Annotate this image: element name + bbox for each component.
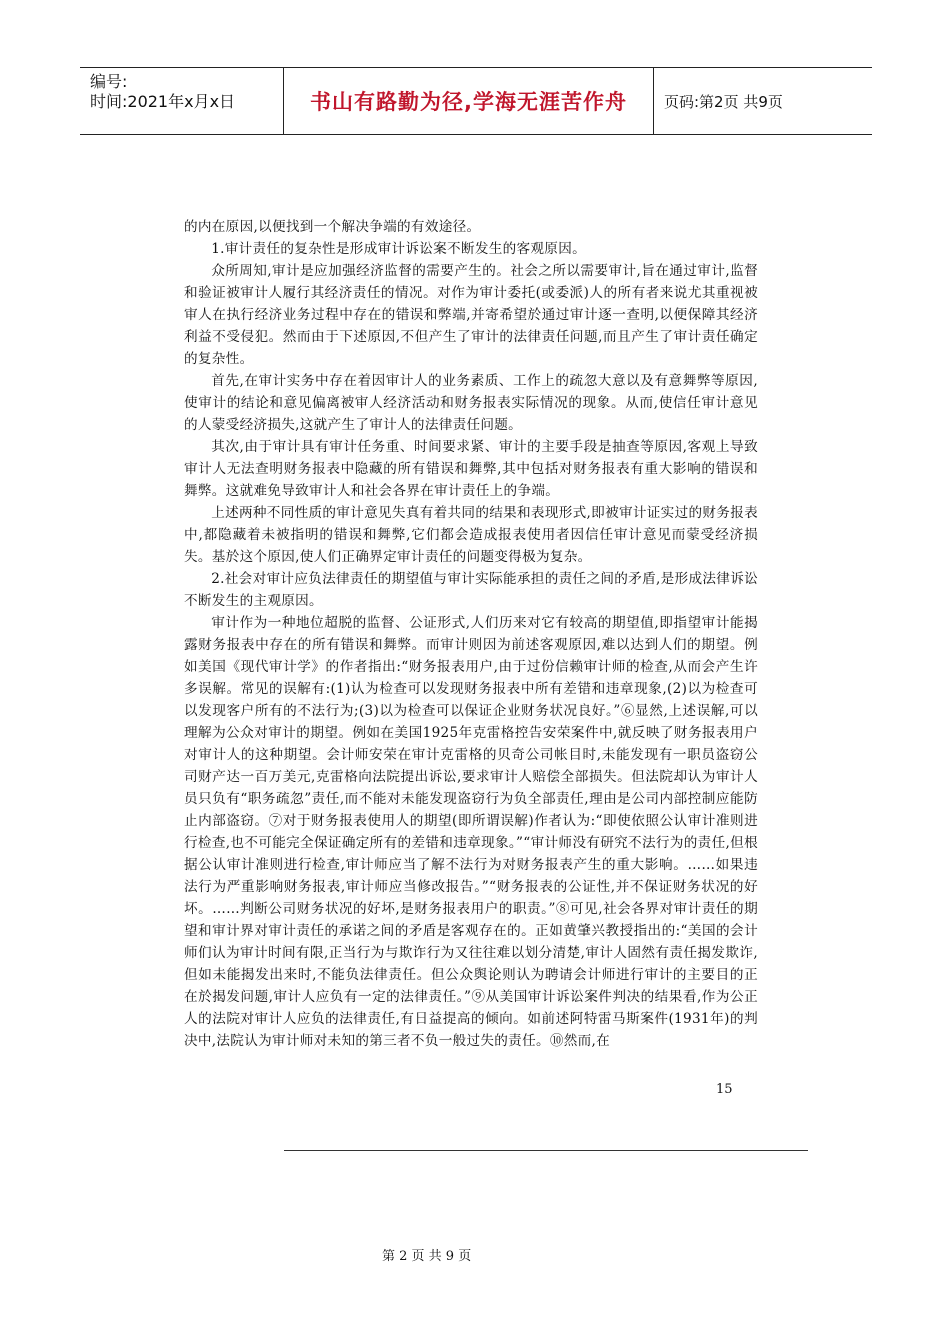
- header-motto: 书山有路勤为径,学海无涯苦作舟: [284, 68, 654, 134]
- bottom-rule: [284, 1150, 808, 1151]
- paragraph: 的内在原因,以便找到一个解决争端的有效途径。: [184, 219, 481, 235]
- paragraph: 审计作为一种地位超脱的监督、公证形式,人们历来对它有较高的期望值,即指望审计能揭露财务报表中存在的所有错误和舞弊。而审计则因为前述客观原因,难以达到人们的期望。例如美国《现代审计学》的作者指出:“财务报表用户,由于过份信赖审计师的检查,从而会产生许多误解。常见的误解有:(1)认为检查可以发现财务报表中所有差错和违章现象,(2)以为检查可以发现客户所有的不法行为;(3)以为检查可以保证企业财务状况良好。”⑥显然,上述误解,可以理解为公众对审计的期望。例如在美国1925年克雷格控告安荣案件中,就反映了财务报表用户对审计人的这种期望。会计师安荣在审计克雷格的贝奇公司帐目时,未能发现有一职员盗窃公司财产达一百万美元,克雷格向法院提出诉讼,要求审计人赔偿全部损失。但法院却认为审计人员只负有“职务疏忽”责任,而不能对未能发现盗窃行为负全部责任,理由是公司内部控制应能防止内部盗窃。⑦对于财务报表使用人的期望(即所谓误解)作者认为:“即使依照公认审计准则进行检查,也不可能完全保证确定所有的差错和违章现象。”“审计师没有研究不法行为的责任,但根据公认审计准则进行检查,审计师应当了解不法行为对财务报表产生的重大影响。……如果违法行为严重影响财务报表,审计师应当修改报告。”“财务报表的公证性,并不保证财务状况的好坏。……判断公司财务状况的好坏,是财务报表用户的职责。”⑧可见,社会各界对审计责任的期望和审计界对审计责任的承诺之间的矛盾是客观存在的。正如黄肇兴教授指出的:“美国的会计师们认为审计时间有限,正当行为与欺诈行为又往往难以划分清楚,审计人固然有责任揭发欺诈,但如未能揭发出来时,不能负法律责任。但公众舆论则认为聘请会计师进行审计的主要目的正在於揭发问题,审计人应负有一定的法律责任。”⑨从美国审计诉讼案件判决的结果看,作为公正人的法院对审计人应负的法律责任,有日益提高的倾向。如前述阿特雷马斯案件(1931年)的判决中,法院认为审计师对未知的第三者不负一般过失的责任。⑩然而,在: [184, 615, 758, 1049]
- paragraph: 1.审计责任的复杂性是形成审计诉讼案不断发生的客观原因。: [211, 241, 586, 257]
- document-time-label: 时间:2021年x月x日: [90, 92, 236, 111]
- document-number-label: 编号:: [90, 72, 128, 91]
- paragraph: 2.社会对审计应负法律责任的期望值与审计实际能承担的责任之间的矛盾,是形成法律诉讼不断发生的主观原因。: [184, 571, 758, 609]
- document-header: [80, 67, 872, 135]
- document-body: [184, 216, 758, 1052]
- header-meta: [80, 68, 284, 134]
- page-footer: 第 2 页 共 9 页: [382, 1249, 472, 1264]
- paragraph: 上述两种不同性质的审计意见失真有着共同的结果和表现形式,即被审计证实过的财务报表中,都隐藏着未被指明的错误和舞弊,它们都会造成报表使用者因信任审计意见而蒙受经济损失。基於这个原因,使人们正确界定审计责任的问题变得极为复杂。: [184, 505, 758, 565]
- paragraph: 首先,在审计实务中存在着因审计人的业务素质、工作上的疏忽大意以及有意舞弊等原因,使审计的结论和意见偏离被审人经济活动和财务报表实际情况的现象。从而,使信任审计意见的人蒙受经济损失,这就产生了审计人的法律责任问题。: [184, 373, 758, 433]
- paragraph: 众所周知,审计是应加强经济监督的需要产生的。社会之所以需要审计,旨在通过审计,监督和验证被审计人履行其经济责任的情况。对作为审计委托(或委派)人的所有者来说尤其重视被审人在执行经济业务过程中存在的错误和弊端,并寄希望於通过审计逐一查明,以便保障其经济利益不受侵犯。然而由于下述原因,不但产生了审计的法律责任问题,而且产生了审计责任确定的复杂性。: [184, 263, 758, 367]
- header-page-label: 页码:第2页 共9页: [664, 92, 783, 111]
- inner-page-number: 15: [716, 1082, 733, 1097]
- paragraph: 其次,由于审计具有审计任务重、时间要求紧、审计的主要手段是抽查等原因,客观上导致审计人无法查明财务报表中隐藏的所有错误和舞弊,其中包括对财务报表有重大影响的错误和舞弊。这就难免导致审计人和社会各界在审计责任上的争端。: [184, 439, 758, 499]
